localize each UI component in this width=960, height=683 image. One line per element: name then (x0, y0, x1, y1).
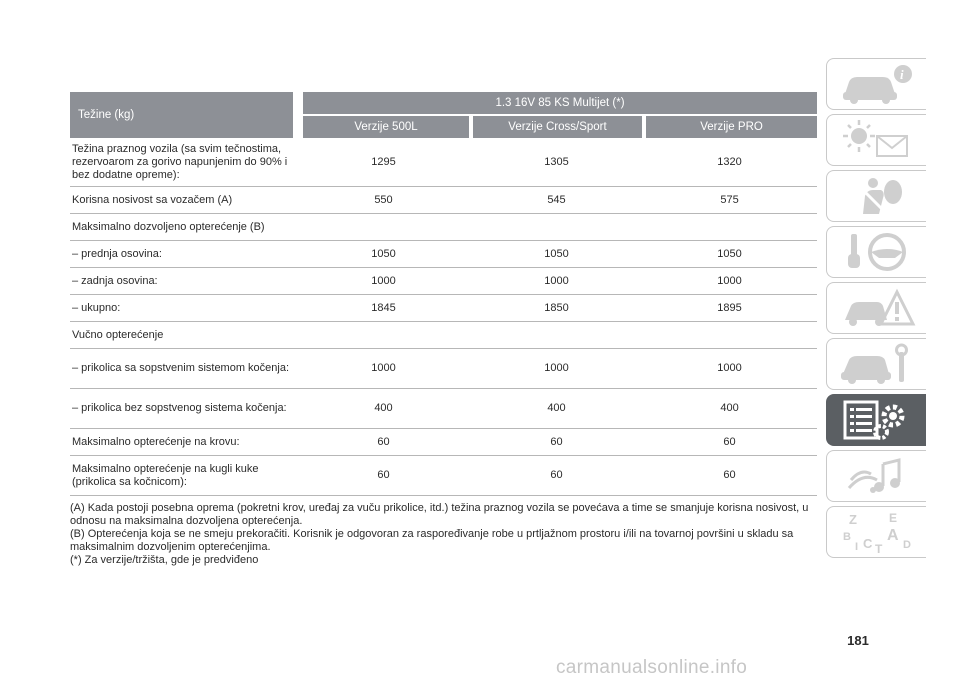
table-row (70, 456, 817, 496)
svg-text:I: I (854, 541, 858, 553)
table-row (70, 138, 817, 187)
row-label: Maksimalno opterećenje na krovu: (70, 429, 298, 456)
value-cell: 1000 (298, 268, 471, 295)
value-cell (644, 214, 817, 241)
chapter-tabs (826, 58, 928, 562)
alphabetical-index-icon (837, 510, 917, 554)
value-cell: 1050 (298, 241, 471, 268)
tab-index[interactable] (826, 506, 926, 558)
tab-multimedia[interactable] (826, 450, 926, 502)
row-label: – prikolica bez sopstvenog sistema kočenja: (70, 389, 298, 429)
value-cell: 1000 (298, 349, 471, 389)
value-cell: 1845 (298, 295, 471, 322)
row-label: Maksimalno dozvoljeno opterećenje (B) (70, 214, 298, 241)
table-row (70, 322, 817, 349)
row-label: – zadnja osovina: (70, 268, 298, 295)
weights-section (70, 92, 817, 567)
value-cell: 1305 (471, 138, 644, 187)
tab-car-info[interactable] (826, 58, 926, 110)
footnote-a: (A) Kada postoji posebna oprema (pokretni krov, uređaj za vuču prikolice, itd.) težina praznog vozila se povećava a time se smanjuje korisna nosivost, u odnosu na maksimalna dozvoljena opterećenja. (70, 502, 809, 527)
version-header-pro: Verzije PRO (644, 115, 817, 138)
value-cell: 1000 (644, 268, 817, 295)
technical-data-icon (837, 398, 917, 442)
svg-text:T: T (874, 542, 882, 554)
value-cell (298, 322, 471, 349)
value-cell: 545 (471, 187, 644, 214)
tab-warning-lights[interactable] (826, 114, 926, 166)
multimedia-icon (837, 454, 917, 498)
footnotes (70, 502, 815, 567)
table-row (70, 187, 817, 214)
value-cell: 60 (471, 456, 644, 496)
value-cell: 400 (298, 389, 471, 429)
row-label: – prednja osovina: (70, 241, 298, 268)
emergency-icon (837, 286, 917, 330)
table-row (70, 214, 817, 241)
weights-table (70, 92, 817, 496)
row-label: Vučno opterećenje (70, 322, 298, 349)
tab-starting-driving[interactable] (826, 226, 926, 278)
value-cell (471, 214, 644, 241)
table-row (70, 389, 817, 429)
value-cell: 1895 (644, 295, 817, 322)
svg-text:i: i (899, 67, 904, 82)
table-row (70, 349, 817, 389)
table-row (70, 295, 817, 322)
value-cell: 1000 (471, 268, 644, 295)
value-cell: 1320 (644, 138, 817, 187)
car-info-icon (837, 62, 917, 106)
value-cell: 550 (298, 187, 471, 214)
svg-text:C: C (862, 536, 872, 551)
value-cell: 1850 (471, 295, 644, 322)
row-label: Težina praznog vozila (sa svim tečnostima, rezervoarom za gorivo napunjenim do 90% i bez dodatne opreme): (70, 138, 298, 187)
value-cell (471, 322, 644, 349)
row-label: Maksimalno opterećenje na kugli kuke (prikolica sa kočnicom): (70, 456, 298, 496)
tab-safety[interactable] (826, 170, 926, 222)
value-cell: 575 (644, 187, 817, 214)
svg-text:B: B (842, 531, 851, 543)
svg-text:D: D (902, 539, 911, 551)
watermark: carmanualsonline.info (556, 657, 748, 678)
tab-maintenance[interactable] (826, 338, 926, 390)
version-header-500l: Verzije 500L (298, 115, 471, 138)
svg-text:A: A (886, 527, 899, 544)
value-cell: 60 (471, 429, 644, 456)
tab-emergency[interactable] (826, 282, 926, 334)
value-cell (644, 322, 817, 349)
row-label: Korisna nosivost sa vozačem (A) (70, 187, 298, 214)
value-cell: 400 (471, 389, 644, 429)
value-cell: 60 (644, 456, 817, 496)
weights-header: Težine (kg) (70, 92, 298, 138)
value-cell: 1000 (644, 349, 817, 389)
footnote-b: (B) Opterećenja koja se ne smeju prekoračiti. Korisnik je odgovoran za raspoređivanje robe u prtljažnom prostoru i/ili na tovarnoj površini u skladu sa maksimalnim dozvoljenim opterećenjima. (70, 528, 794, 553)
value-cell: 60 (298, 429, 471, 456)
row-label: – prikolica sa sopstvenim sistemom kočenja: (70, 349, 298, 389)
page-number: 181 (847, 633, 869, 648)
warning-lights-icon (837, 118, 917, 162)
value-cell: 60 (644, 429, 817, 456)
table-row (70, 268, 817, 295)
value-cell: 1050 (471, 241, 644, 268)
footnote-star: (*) Za verzije/tržišta, gde je predviđeno (70, 554, 259, 566)
value-cell: 1295 (298, 138, 471, 187)
svg-text:E: E (888, 511, 897, 525)
table-row (70, 241, 817, 268)
svg-text:Z: Z (848, 512, 857, 527)
value-cell (298, 214, 471, 241)
seatbelt-airbag-icon (837, 174, 917, 218)
key-steering-wheel-icon (837, 230, 917, 274)
value-cell: 1000 (471, 349, 644, 389)
tab-technical-data[interactable] (826, 394, 926, 446)
engine-header: 1.3 16V 85 KS Multijet (*) (298, 92, 817, 115)
value-cell: 1050 (644, 241, 817, 268)
car-service-icon (837, 342, 917, 386)
value-cell: 400 (644, 389, 817, 429)
row-label: – ukupno: (70, 295, 298, 322)
table-row (70, 429, 817, 456)
value-cell: 60 (298, 456, 471, 496)
version-header-cross-sport: Verzije Cross/Sport (471, 115, 644, 138)
